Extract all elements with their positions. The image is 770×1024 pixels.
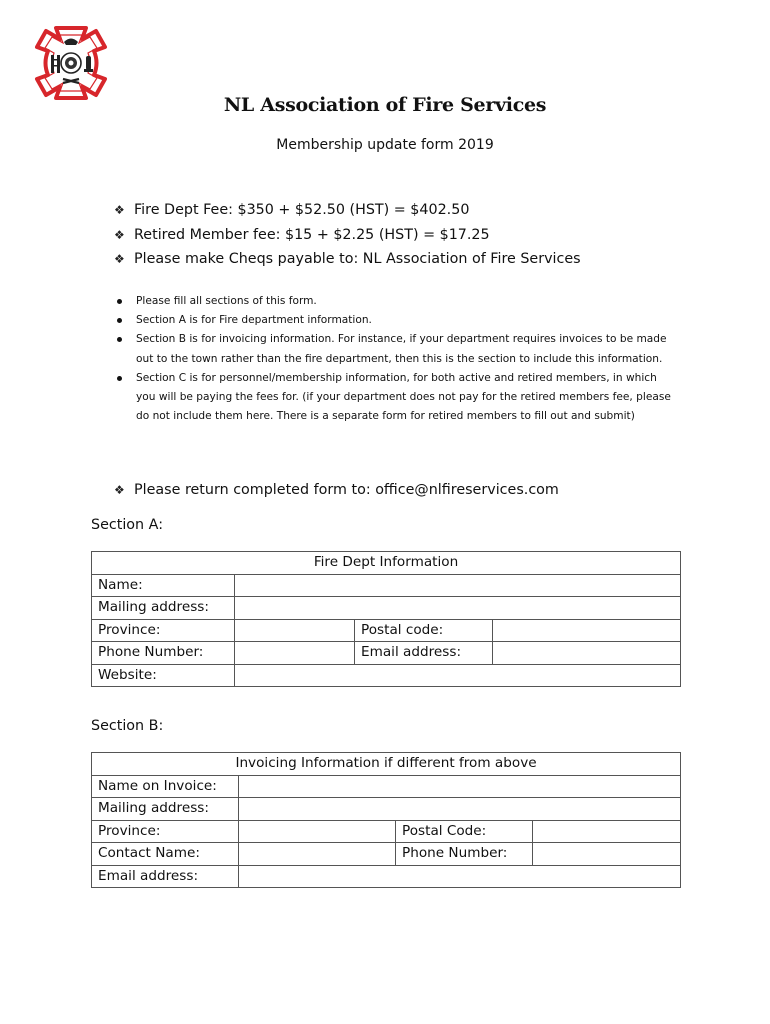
fee-item (114, 223, 581, 248)
diamond-bullet-icon: ❖ (114, 227, 125, 242)
invoice-name-field[interactable] (239, 775, 681, 798)
invoicing-info-table (91, 752, 681, 888)
province-label: Province: (92, 820, 239, 843)
email-address-label: Email address: (355, 642, 493, 665)
postal-code-field[interactable] (533, 820, 681, 843)
mailing-address-label: Mailing address: (92, 798, 239, 821)
contact-name-label: Contact Name: (92, 843, 239, 866)
province-field[interactable] (239, 820, 396, 843)
province-field[interactable] (235, 619, 355, 642)
mailing-address-label: Mailing address: (92, 597, 235, 620)
diamond-bullet-icon: ❖ (114, 252, 125, 266)
instruction-item: Section A is for Fire department information. (117, 311, 677, 330)
return-text: Please return completed form to: office@nlfireservices.com (134, 482, 559, 498)
phone-number-label: Phone Number: (396, 843, 533, 866)
contact-name-field[interactable] (239, 843, 396, 866)
instructions-list (117, 292, 677, 426)
instruction-item: Please fill all sections of this form. (117, 292, 677, 311)
postal-code-label: Postal Code: (396, 820, 533, 843)
website-field[interactable] (235, 664, 681, 687)
fee-item (114, 247, 581, 272)
fee-item (114, 198, 581, 223)
postal-code-label: Postal code: (355, 619, 493, 642)
bullet-dot-icon (117, 337, 122, 342)
phone-number-field[interactable] (235, 642, 355, 665)
email-address-field[interactable] (239, 865, 681, 888)
fee-text: Retired Member fee: $15 + $2.25 (HST) = $17.25 (134, 226, 490, 243)
instruction-item: Section C is for personnel/membership information, for both active and retired members, in which you will be paying the fees for. (if your department does not pay for the retired members fee, please do not include them here. There is a separate form for retired members to fill out and submit) (117, 369, 677, 427)
name-field[interactable] (235, 574, 681, 597)
fire-services-logo-icon (34, 25, 108, 101)
instruction-item: Section B is for invoicing information. For instance, if your department requires invoices to be made out to the town rather than the fire department, then this is the section to include this information. (117, 330, 677, 368)
diamond-bullet-icon: ❖ (114, 203, 125, 217)
fee-text: Please make Cheqs payable to: NL Association of Fire Services (134, 251, 581, 267)
table-heading: Fire Dept Information (92, 552, 681, 575)
phone-number-label: Phone Number: (92, 642, 235, 665)
invoice-name-label: Name on Invoice: (92, 775, 239, 798)
website-label: Website: (92, 664, 235, 687)
fee-text: Fire Dept Fee: $350 + $52.50 (HST) = $402.50 (134, 202, 470, 218)
page-title: NL Association of Fire Services (223, 94, 547, 116)
phone-number-field[interactable] (533, 843, 681, 866)
bullet-dot-icon (117, 318, 122, 323)
mailing-address-field[interactable] (235, 597, 681, 620)
form-subtitle: Membership update form 2019 (276, 137, 494, 153)
table-heading: Invoicing Information if different from above (92, 753, 681, 776)
email-address-field[interactable] (493, 642, 681, 665)
diamond-bullet-icon: ❖ (114, 483, 125, 497)
province-label: Province: (92, 619, 235, 642)
mailing-address-field[interactable] (239, 798, 681, 821)
postal-code-field[interactable] (493, 619, 681, 642)
section-a-label: Section A: (91, 517, 164, 533)
fire-dept-info-table (91, 551, 681, 687)
return-instructions (114, 482, 559, 498)
name-label: Name: (92, 574, 235, 597)
bullet-dot-icon (117, 299, 122, 304)
section-b-label: Section B: (91, 718, 164, 734)
fee-list (114, 198, 581, 272)
email-address-label: Email address: (92, 865, 239, 888)
bullet-dot-icon (117, 376, 122, 381)
